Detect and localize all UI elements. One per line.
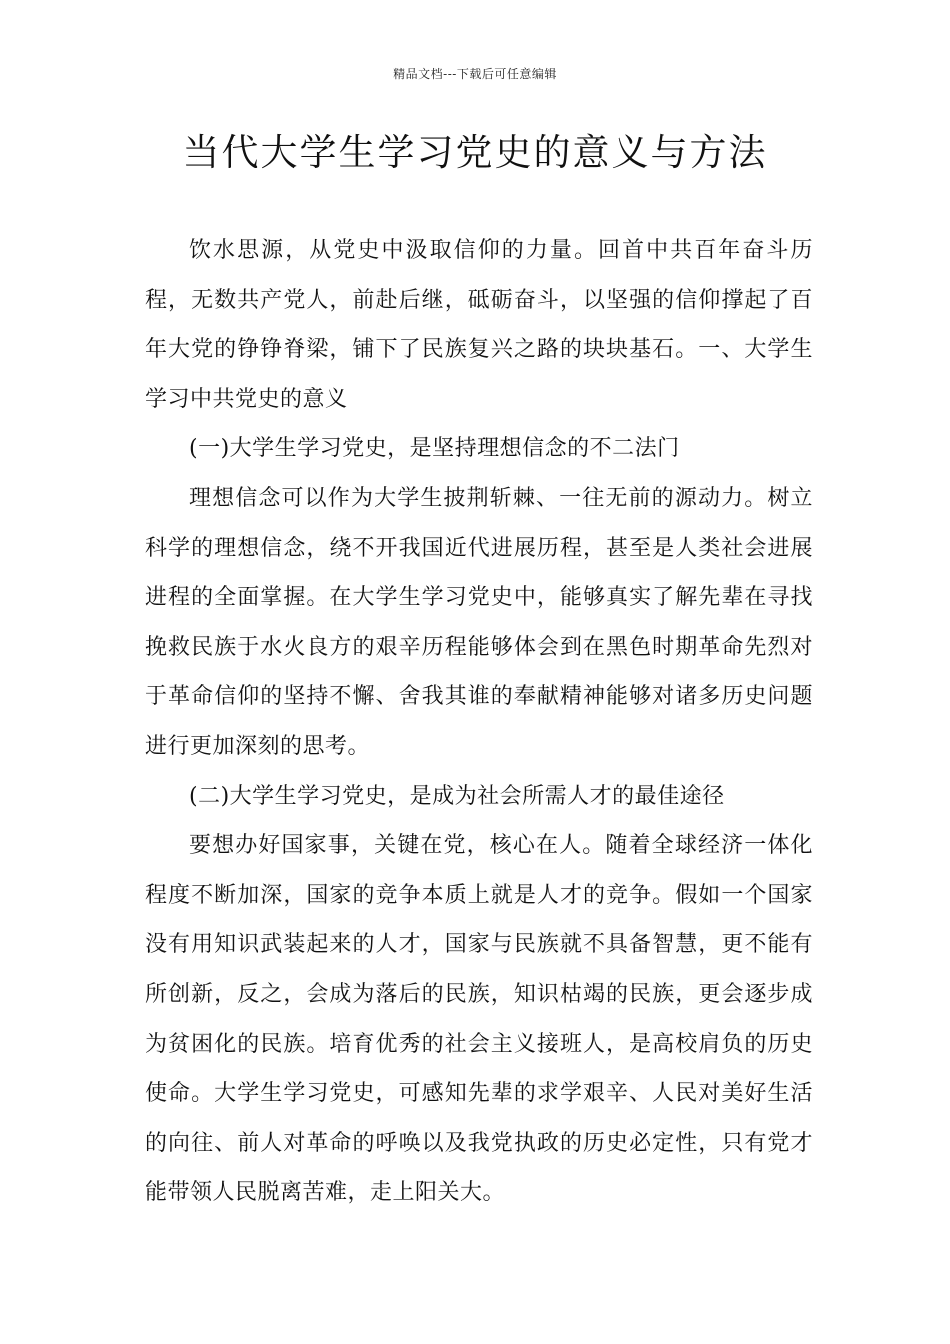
header-note: 精品文档---下载后可任意编辑 — [393, 67, 557, 81]
paragraph-section-2: 要想办好国家事，关键在党，核心在人。随着全球经济一体化程度不断加深，国家的竞争本质上就是人才的竞争。假如一个国家没有用知识武装起来的人才，国家与民族就不具备智慧，更不能有所创新，反之，会成为落后的民族，知识枯竭的民族，更会逐步成为贫困化的民族。培育优秀的社会主义接班人，是高校肩负的历史使命。大学生学习党史，可感知先辈的求学艰辛、人民对美好生活的向往、前人对革命的呼唤以及我党执政的历史必定性，只有党才能带领人民脱离苦难，走上阳关大。 — [145, 833, 813, 1206]
section-heading-1: (一)大学生学习党史，是坚持理想信念的不二法门 — [189, 436, 680, 462]
section-heading-2: (二)大学生学习党史，是成为社会所需人才的最佳途径 — [189, 783, 725, 809]
document-body — [145, 226, 813, 1218]
paragraph-section-1: 理想信念可以作为大学生披荆斩棘、一往无前的源动力。树立科学的理想信念，绕不开我国近代进展历程，甚至是人类社会进展进程的全面掌握。在大学生学习党史中，能够真实了解先辈在寻找挽救民族于水火良方的艰辛历程能够体会到在黑色时期革命先烈对于革命信仰的坚持不懈、舍我其谁的奉献精神能够对诸多历史问题进行更加深刻的思考。 — [145, 485, 813, 759]
document-title: 当代大学生学习党史的意义与方法 — [182, 131, 768, 174]
paragraph-intro: 饮水思源，从党史中汲取信仰的力量。回首中共百年奋斗历程，无数共产党人，前赴后继，砥砺奋斗，以坚强的信仰撑起了百年大党的铮铮脊梁，铺下了民族复兴之路的块块基石。一、大学生学习中共党史的意义 — [145, 238, 813, 412]
